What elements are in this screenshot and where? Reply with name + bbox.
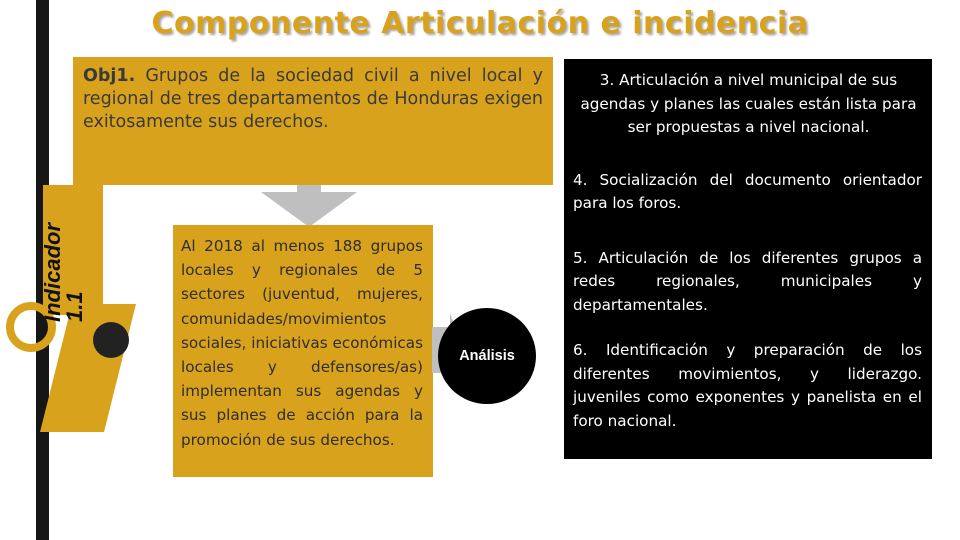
- objective-text: Grupos de la sociedad civil a nivel local y regional de tres departamentos de Honduras exigen exitosamente sus derechos.: [83, 66, 543, 132]
- step-3: 3. Articulación a nivel municipal de sus agendas y planes las cuales están lista para ser propuestas a nivel nacional.: [580, 71, 917, 136]
- analysis-label: Análisis: [459, 348, 515, 364]
- step-5: 5. Articulación de los diferentes grupos a redes regionales, municipales y departamentales.: [573, 248, 922, 314]
- indicator-description: Al 2018 al menos 188 grupos locales y regionales de 5 sectores (juventud, mujeres, comunidades/movimientos sociales, iniciativas económicas locales y defensores/as) implementan sus agendas y sus planes de acción para la promoción de sus derechos.: [173, 225, 433, 477]
- objective-label: Obj1.: [83, 66, 136, 86]
- indicator-line2: 1.1: [62, 291, 87, 322]
- indicator-line1: Indicador: [40, 222, 65, 322]
- page-title: Componente Articulación e incidencia: [151, 6, 809, 41]
- step-6: 6. Identificación y preparación de los diferentes movimientos, y liderazgo. juveniles como exponentes y panelista en el foro nacional.: [573, 341, 922, 430]
- analysis-circle: [438, 308, 536, 404]
- down-arrow-icon: [261, 192, 357, 227]
- indicator-label: [42, 182, 86, 322]
- step-4: 4. Socialización del documento orientador para los foros.: [573, 170, 922, 212]
- dot-decoration: [93, 322, 129, 358]
- objective-box: [73, 57, 553, 185]
- steps-panel: [564, 59, 932, 459]
